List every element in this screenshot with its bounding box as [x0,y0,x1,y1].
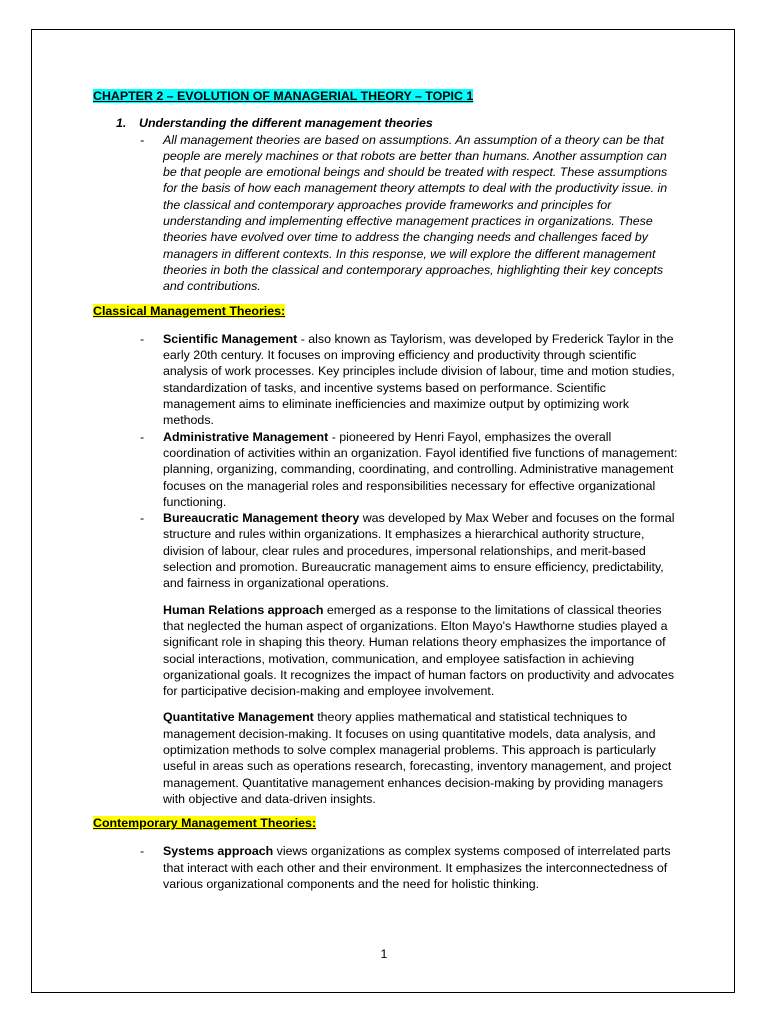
paragraph-quantitative-management [93,709,678,807]
section-1-title [93,115,678,131]
term-administrative-management: Administrative Management [163,429,329,444]
term-scientific-management: Scientific Management [163,331,298,346]
classical-heading: Classical Management Theories: [93,303,286,318]
term-systems-approach: Systems approach [163,844,274,859]
list-item-administrative-management [93,429,678,510]
bullet-dash: - [140,331,145,346]
section-1-bullet [93,132,678,295]
term-bureaucratic-management: Bureaucratic Management theory [163,511,360,526]
text-quantitative-management: theory applies mathematical and statistical techniques to management decision-making. It focuses on using quantitative models, data analysis, and optimization methods to solve complex managerial problems. This approach is particularly useful in areas such as operations research, forecasting, inventory management, and project management. Quantitative management enhances decision-making by providing managers with objective and data-driven insights. [163,710,672,806]
bullet-dash: - [140,844,145,859]
contemporary-list [93,843,678,892]
bullet-dash: - [140,132,145,147]
text-human-relations: emerged as a response to the limitations of classical theories that neglected the human aspect of organizations. Elton Mayo's Hawthorne studies played a significant role in shaping this theory. Human relations theory emphasizes the importance of social interactions, motivation, communication, and employee satisfaction in achieving organizational goals. It recognizes the impact of human factors on productivity and advocates for participative decision-making and employee involvement. [163,602,675,699]
document-body [93,88,678,892]
bullet-dash: - [140,511,145,526]
classical-heading-block [93,303,678,319]
text-scientific-management: - also known as Taylorism, was developed by Frederick Taylor in the early 20th century. It focuses on improving efficiency and productivity through scientific analysis of work processes. Key principles include division of labour, time and motion studies, standardization of tasks, and incentive systems based on performance. Scientific management aims to eliminate inefficiencies and maximize output by optimizing work methods. [163,331,675,428]
bullet-dash: - [140,429,145,444]
contemporary-heading: Contemporary Management Theories: [93,816,317,831]
text-systems-approach: views organizations as complex systems composed of interrelated parts that interact with each other and their environment. It emphasizes the interconnectedness of various organizational components and the need for holistic thinking. [163,844,671,892]
paragraph-human-relations [93,602,678,700]
section-1-title-text: Understanding the different management theories [139,116,433,131]
section-1-text: All management theories are based on assumptions. An assumption of a theory can be that people are merely machines or that robots are better than humans. Another assumption can be that people are emotional beings and should be treated with respect. These assumptions for the basis of how each management theory attempts to deal with the productivity issue. in the classical and contemporary approaches provide frameworks and principles for understanding and implementing effective management practices in organizations. These theories have evolved over time to address the changing needs and challenges faced by managers in different contexts. In this response, we will explore the different management theories in both the classical and contemporary approaches, highlighting their key concepts and contributions. [163,132,668,294]
term-human-relations: Human Relations approach [163,602,324,617]
text-bureaucratic-management: was developed by Max Weber and focuses on the formal structure and rules within organizations. It emphasizes a hierarchical authority structure, division of labour, clear rules and procedures, impersonal relationships, and merit-based selection and promotion. Bureaucratic management aims to ensure efficiency, predictability, and fairness in organizational operations. [163,511,675,591]
chapter-heading-block [93,88,678,104]
list-item-scientific-management [93,331,678,429]
list-item-systems-approach [93,843,678,892]
section-1-number: 1. [116,116,127,131]
classical-list [93,331,678,592]
contemporary-heading-block [93,815,678,831]
page-number: 1 [380,947,388,961]
chapter-heading: CHAPTER 2 – EVOLUTION OF MANAGERIAL THEORY – TOPIC 1 [93,89,474,103]
text-administrative-management: - pioneered by Henri Fayol, emphasizes the overall coordination of activities within an organization. Fayol identified five functions of management: planning, organizing, commanding, coordinating, and controlling. Administrative management focuses on the managerial roles and responsibilities necessary for effective organizational functioning. [163,429,678,509]
list-item-bureaucratic-management [93,510,678,591]
term-quantitative-management: Quantitative Management [163,710,314,725]
